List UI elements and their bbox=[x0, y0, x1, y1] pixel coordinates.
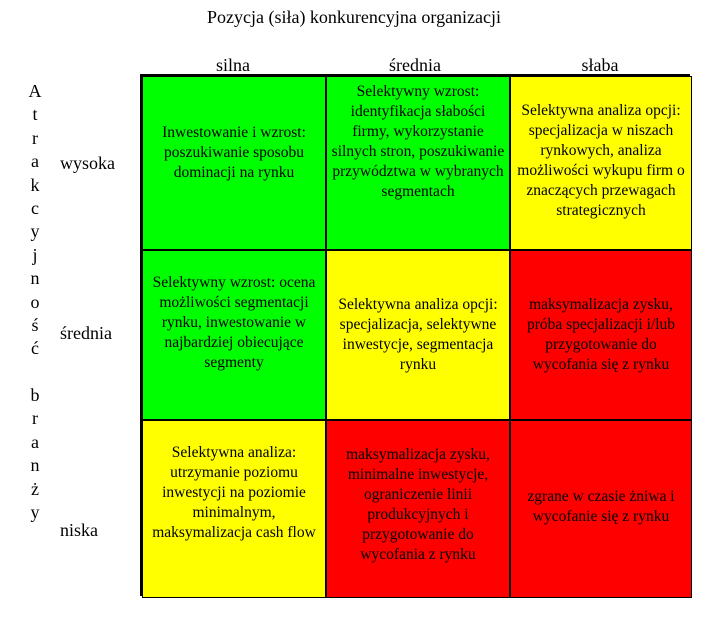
axis-letter: A bbox=[28, 81, 42, 101]
axis-letter: k bbox=[30, 174, 40, 195]
axis-letter: r bbox=[32, 408, 38, 429]
column-header-weak: słaba bbox=[581, 55, 619, 75]
axis-letter: j bbox=[32, 244, 38, 265]
matrix-cell-medium-medium: Selektywna analiza opcji: specjalizacja, selektywne inwestycje, segmentacja rynku bbox=[326, 250, 510, 420]
axis-letter: ś bbox=[31, 314, 39, 335]
axis-letter: ż bbox=[31, 478, 39, 499]
matrix-cell-low-weak: zgrane w czasie żniwa i wycofanie się z rynku bbox=[510, 420, 692, 598]
vertical-axis-label bbox=[25, 80, 45, 524]
axis-letter: t bbox=[32, 104, 38, 125]
strategy-matrix bbox=[140, 74, 690, 596]
axis-letter: o bbox=[30, 291, 40, 312]
matrix-cell-low-strong: Selektywna analiza: utrzymanie poziomu inwestycji na poziomie minimalnym, maksymalizacja cash flow bbox=[142, 420, 326, 598]
row-header-high: wysoka bbox=[60, 153, 115, 173]
column-header-medium: średnia bbox=[389, 55, 441, 75]
column-header-strong: silna bbox=[216, 55, 250, 75]
axis-letter: b bbox=[30, 385, 40, 406]
row-header-low: niska bbox=[60, 520, 98, 540]
matrix-cell-low-medium: maksymalizacja zysku, minimalne inwestycje, ograniczenie linii produkcyjnych i przygotowanie do wycofania z rynku bbox=[326, 420, 510, 598]
axis-letter: n bbox=[30, 455, 40, 476]
axis-letter: a bbox=[31, 431, 39, 452]
matrix-cell-high-strong: Inwestowanie i wzrost: poszukiwanie sposobu dominacji na rynku bbox=[142, 76, 326, 250]
axis-letter: a bbox=[31, 151, 39, 172]
axis-letter: y bbox=[30, 221, 40, 242]
matrix-cell-high-medium: Selektywny wzrost: identyfikacja słabości firmy, wykorzystanie silnych stron, poszukiwanie przywództwa w wybranych segmentach bbox=[326, 76, 510, 250]
diagram-title: Pozycja (siła) konkurencyjna organizacji bbox=[206, 7, 502, 27]
axis-letter: ć bbox=[31, 338, 39, 359]
axis-letter: n bbox=[30, 268, 40, 289]
matrix-cell-medium-weak: maksymalizacja zysku, próba specjalizacji i/lub przygotowanie do wycofania się z rynku bbox=[510, 250, 692, 420]
axis-letter: c bbox=[31, 197, 39, 218]
matrix-cell-medium-strong: Selektywny wzrost: ocena możliwości segmentacji rynku, inwestowanie w najbardziej obiecujące segmenty bbox=[142, 250, 326, 420]
axis-letter: r bbox=[32, 127, 38, 148]
matrix-cell-high-weak: Selektywna analiza opcji: specjalizacja w niszach rynkowych, analiza możliwości wykupu firm o znaczących przewagach strategicznych bbox=[510, 76, 692, 250]
axis-letter-gap bbox=[25, 361, 45, 384]
row-header-medium: średnia bbox=[60, 323, 112, 343]
axis-letter: y bbox=[30, 502, 40, 523]
